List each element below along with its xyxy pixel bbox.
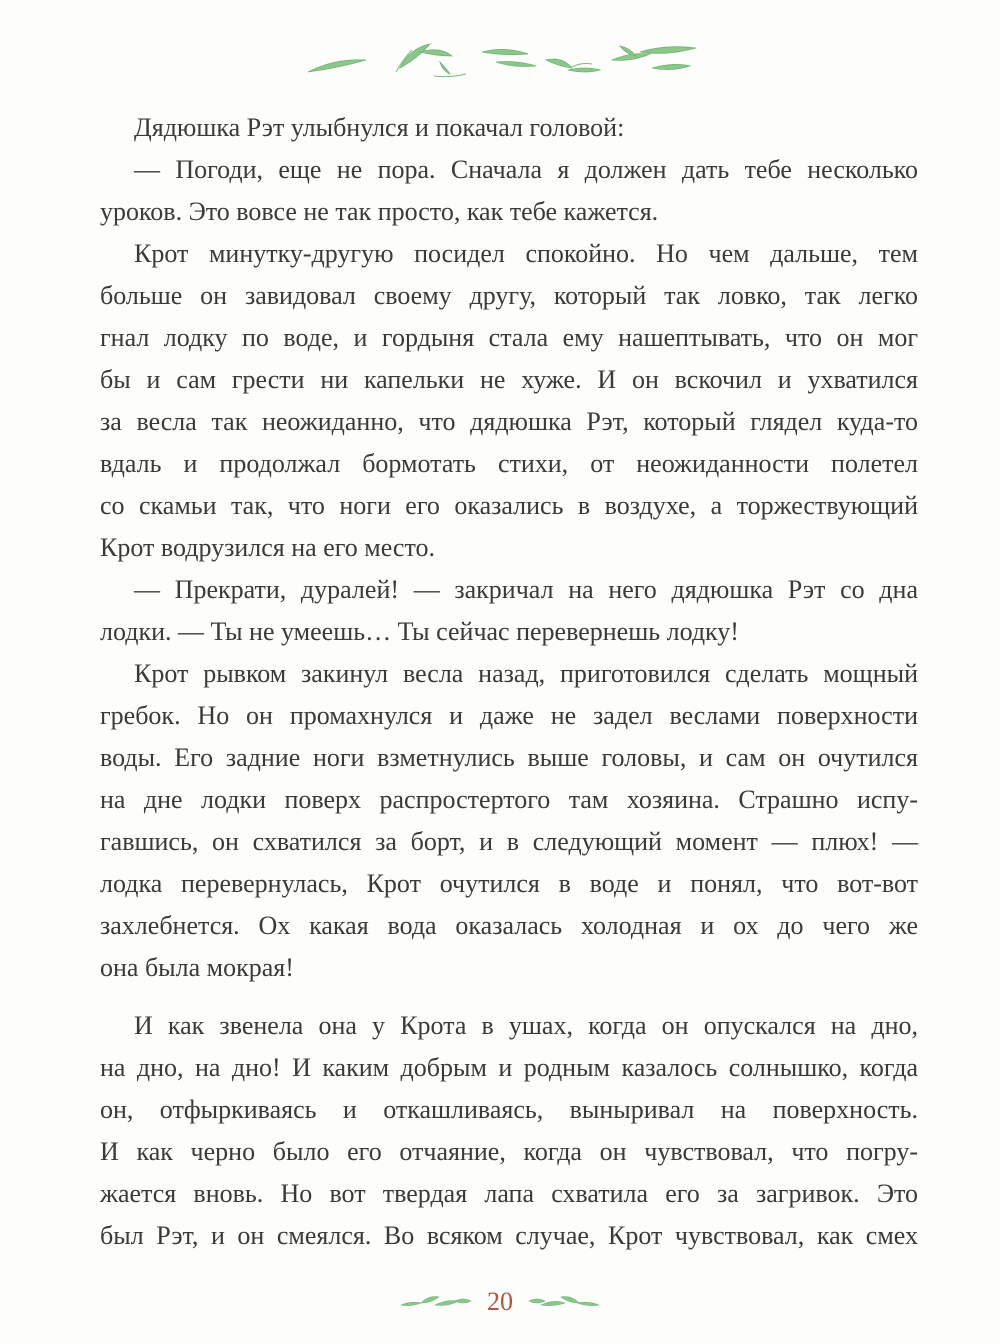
- text-line: И как звенела она у Крота в ушах, когда он опускался на дно,: [134, 1011, 918, 1040]
- paragraph: [100, 107, 918, 149]
- text-line: уроков. Это вовсе не так просто, как тебе кажется.: [100, 197, 659, 226]
- text-line: больше он завидовал своему другу, который так ловко, так легко: [100, 281, 918, 310]
- text-line: за весла так неожиданно, что дядюшка Рэт, который глядел куда-то: [100, 407, 918, 436]
- text-line: лодка перевернулась, Крот очутился в воде и понял, что вот-вот: [100, 869, 918, 898]
- page-footer: [0, 1282, 1000, 1322]
- text-line: она была мокрая!: [100, 953, 294, 982]
- willow-leaves-icon: [399, 1289, 473, 1315]
- text-line: Дядюшка Рэт улыбнулся и покачал головой:: [134, 113, 625, 142]
- text-line: вдаль и продолжал бормотать стихи, от неожиданности полетел: [100, 449, 918, 478]
- page-number: 20: [487, 1287, 513, 1316]
- paragraph: [100, 569, 918, 653]
- text-line: захлебнется. Ох какая вода оказалась холодная и ох до чего же: [100, 911, 918, 940]
- text-line: на дне лодки поверх распростертого там хозяина. Страшно испу-: [100, 785, 918, 814]
- text-line: на дно, на дно! И каким добрым и родным казалось солнышко, когда: [100, 1053, 918, 1082]
- text-line: жается вновь. Но вот твердая лапа схватила его за загривок. Это: [100, 1179, 918, 1208]
- text-line: он, отфыркиваясь и откашливаясь, выныривал на поверхность.: [100, 1095, 918, 1124]
- text-line: — Погоди, еще не пора. Сначала я должен дать тебе несколько: [134, 155, 918, 184]
- text-line: воды. Его задние ноги взметнулись выше головы, и сам он очутился: [100, 743, 918, 772]
- willow-leaves-icon: [300, 38, 700, 82]
- text-line: — Прекрати, дуралей! — закричал на него дядюшка Рэт со дна: [134, 575, 918, 604]
- paragraph: [100, 149, 918, 233]
- text-line: И как черно было его отчаяние, когда он чувствовал, что погру-: [100, 1137, 918, 1166]
- body-text: [100, 107, 918, 1257]
- text-line: Крот минутку-другую посидел спокойно. Но чем дальше, тем: [134, 239, 918, 268]
- text-line: бы и сам грести ни капельки не хуже. И он вскочил и ухватился: [100, 365, 918, 394]
- text-line: Крот рывком закинул весла назад, приготовился сделать мощный: [134, 659, 918, 688]
- text-line: гнал лодку по воде, и гордыня стала ему нашептывать, что он мог: [100, 323, 918, 352]
- text-line: Крот водрузился на его место.: [100, 533, 435, 562]
- text-line: лодки. — Ты не умеешь… Ты сейчас перевернешь лодку!: [100, 617, 739, 646]
- willow-leaves-icon: [527, 1289, 601, 1315]
- text-line: гавшись, он схватился за борт, и в следующий момент — плюх! —: [100, 827, 918, 856]
- paragraph: [100, 233, 918, 569]
- paragraph: [100, 1005, 918, 1257]
- paragraph: [100, 653, 918, 989]
- text-line: гребок. Но он промахнулся и даже не задел веслами поверхности: [100, 701, 918, 730]
- text-line: со скамьи так, что ноги его оказались в воздухе, а торжествующий: [100, 491, 918, 520]
- text-line: был Рэт, и он смеялся. Во всяком случае, Крот чувствовал, как смех: [100, 1221, 918, 1250]
